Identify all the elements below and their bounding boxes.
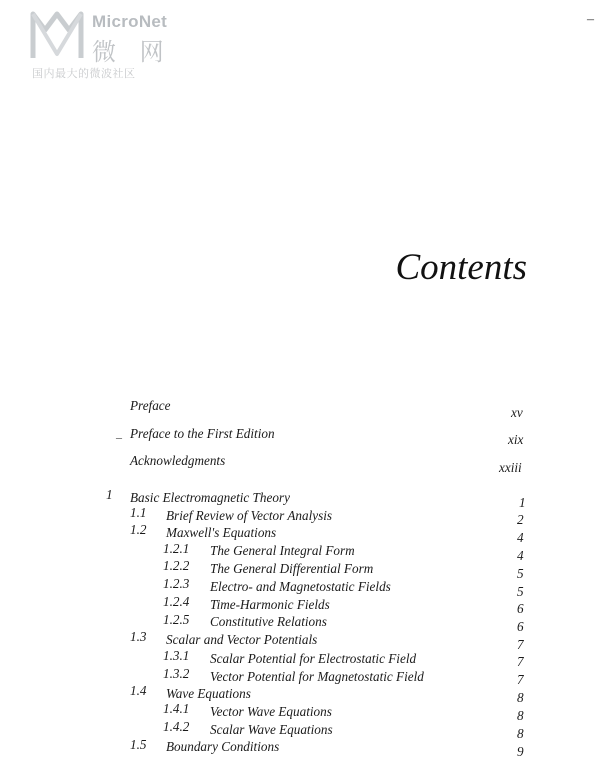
toc-entry-title: Time-Harmonic Fields <box>210 597 330 612</box>
scan-mark: – <box>116 430 122 444</box>
toc-chapter-title: Basic Electromagnetic Theory <box>130 490 290 505</box>
toc-entry-number: 1.3 <box>130 629 147 644</box>
toc-chapter-number: 1 <box>106 487 113 502</box>
toc-front-title: Acknowledgments <box>130 453 226 468</box>
toc-entry-number: 1.2.3 <box>163 576 190 591</box>
toc-entry-number: 1.3.1 <box>163 648 190 663</box>
toc-front-page: xix <box>508 432 524 447</box>
toc-entry-title: The General Differential Form <box>210 561 374 576</box>
toc-entry-page: 6 <box>517 619 524 634</box>
toc-entry-title: Vector Potential for Magnetostatic Field <box>210 669 424 684</box>
toc-entry-title: Scalar and Vector Potentials <box>166 632 318 647</box>
toc-entry-page: 5 <box>517 566 524 581</box>
toc-entry-title: Constitutive Relations <box>210 614 327 629</box>
toc-entry-page: 6 <box>517 601 524 616</box>
toc-entry-title: Electro- and Magnetostatic Fields <box>210 579 391 594</box>
toc-entry-title: Brief Review of Vector Analysis <box>166 508 333 523</box>
toc-entry-number: 1.2 <box>130 522 147 537</box>
watermark-tagline: 国内最大的微波社区 <box>32 67 136 80</box>
toc-entry-page: 7 <box>517 654 524 669</box>
toc-entry-page: 4 <box>517 530 524 545</box>
toc-entry-title: Vector Wave Equations <box>210 704 332 719</box>
toc-entry-title: The General Integral Form <box>210 543 355 558</box>
toc-entry-title: Maxwell's Equations <box>166 525 277 540</box>
page-title: Contents <box>395 247 527 288</box>
toc-entry-number: 1.2.5 <box>163 612 190 627</box>
toc-entry-page: 8 <box>517 708 524 723</box>
toc-entry-title: Scalar Potential for Electrostatic Field <box>210 651 417 666</box>
toc-entry-number: 1.4 <box>130 683 147 698</box>
toc-entry-title: Boundary Conditions <box>166 739 280 754</box>
toc-entry-number: 1.2.1 <box>163 541 190 556</box>
toc-front-title: Preface <box>130 398 171 413</box>
toc-entry-number: 1.4.2 <box>163 719 190 734</box>
toc-entry-title: Scalar Wave Equations <box>210 722 333 737</box>
toc-front-page: xxiii <box>499 460 522 475</box>
toc-entry-page: 8 <box>517 690 524 705</box>
toc-front-page: xv <box>511 405 523 420</box>
toc-entry-number: 1.4.1 <box>163 701 190 716</box>
toc-entry-page: 9 <box>517 744 524 759</box>
toc-entry-page: 5 <box>517 584 524 599</box>
toc-front-title: Preface to the First Edition <box>130 426 275 441</box>
toc-entry-page: 7 <box>517 637 524 652</box>
watermark-brand: MicroNet <box>92 12 168 31</box>
toc-entry-number: 1.3.2 <box>163 666 190 681</box>
toc-entry-page: 7 <box>517 672 524 687</box>
toc-chapter-page: 1 <box>519 495 526 510</box>
toc-entry-number: 1.2.2 <box>163 558 190 573</box>
toc-entry-page: 2 <box>517 512 524 527</box>
toc-entry-page: 4 <box>517 548 524 563</box>
toc-entry-page: 8 <box>517 726 524 741</box>
toc-entry-title: Wave Equations <box>166 686 251 701</box>
toc-entry-number: 1.1 <box>130 505 147 520</box>
watermark-chinese-name: 微 网 <box>92 38 172 66</box>
toc-entry-number: 1.2.4 <box>163 594 190 609</box>
toc-entry-number: 1.5 <box>130 737 147 752</box>
scan-mark: – <box>587 12 594 27</box>
